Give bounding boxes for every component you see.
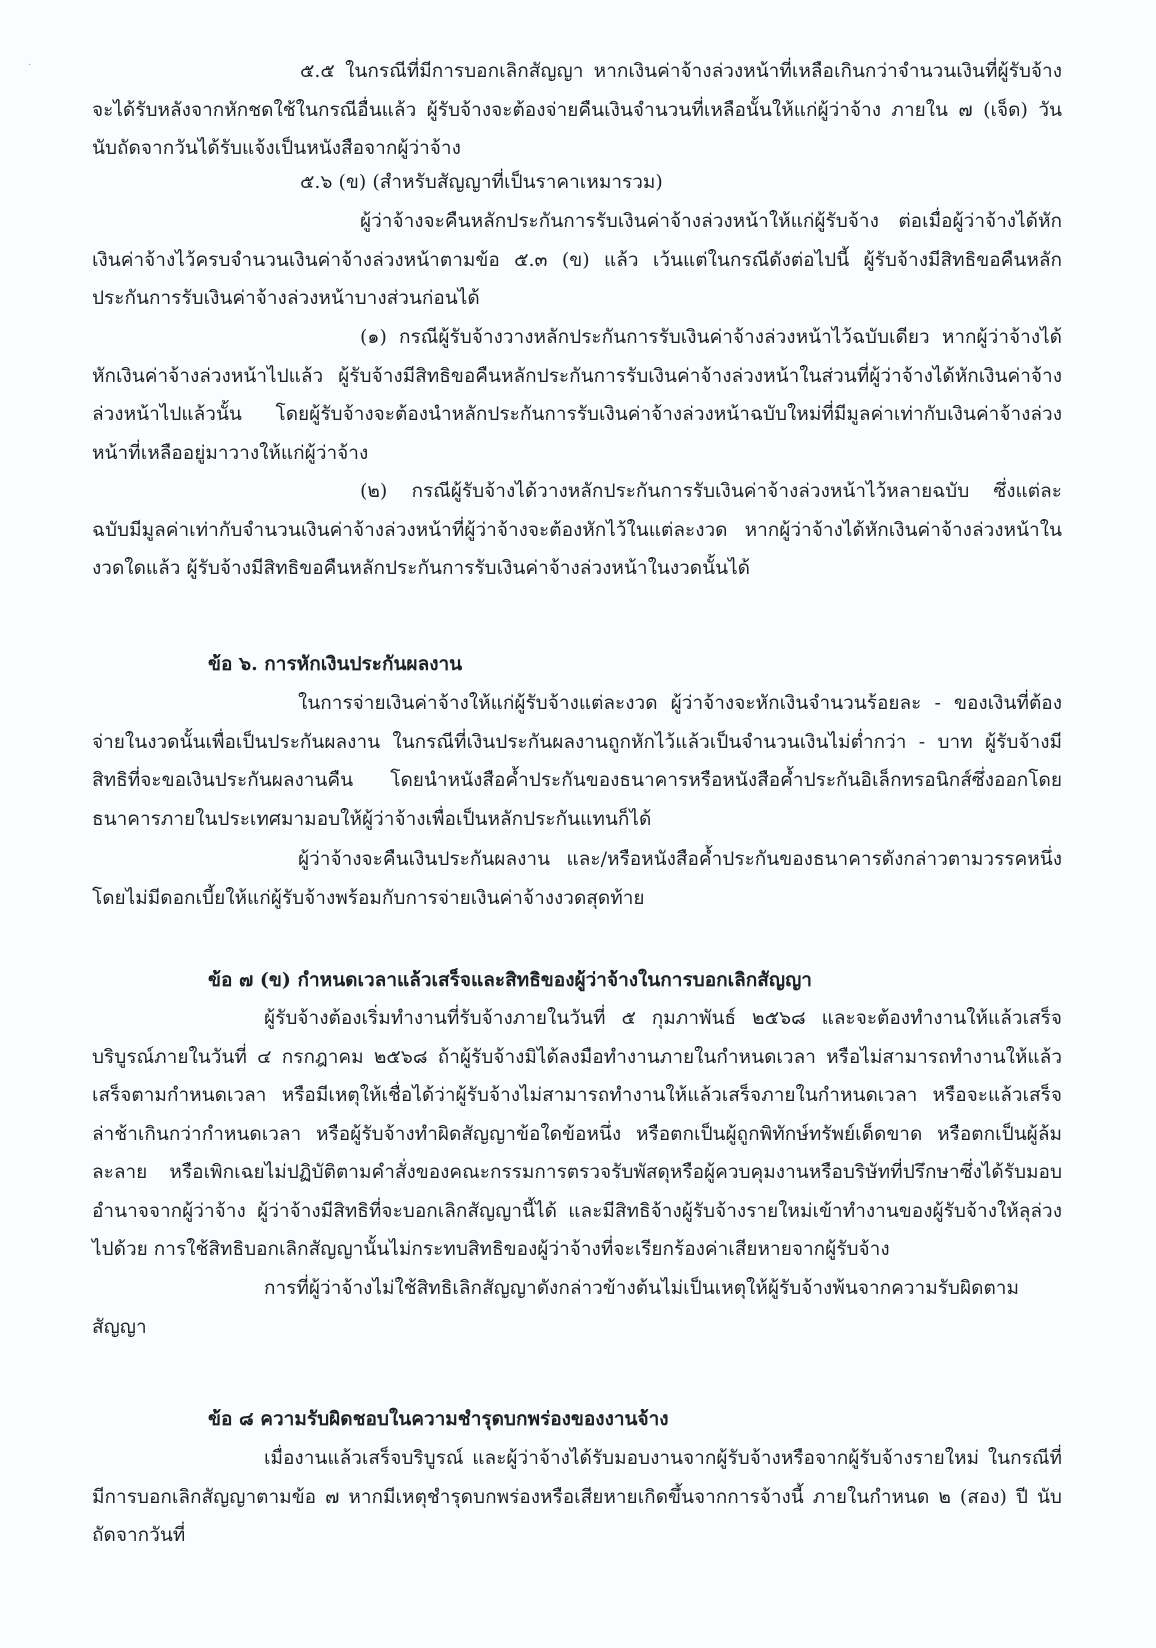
section-7-paragraph-1: ผู้รับจ้างต้องเริ่มทำงานที่รับจ้างภายในวันที่ ๕ กุมภาพันธ์ ๒๕๖๘ และจะต้องทำงานให้แล้วเสร็จบริบูรณ์ภายในวันที่ ๔ กรกฎาคม ๒๕๖๘ ถ้าผู้รับจ้างมิได้ลงมือทำงานภายในกำหนดเวลา หรือไม่สามารถทำงานให้แล้วเสร็จตามกำหนดเวลา หรือมีเหตุให้เชื่อได้ว่าผู้รับจ้างไม่สามารถทำงานให้แล้วเสร็จภายในกำหนดเวลา หรือจะแล้วเสร็จล่าช้าเกินกว่ากำหนดเวลา หรือผู้รับจ้างทำผิดสัญญาข้อใดข้อหนึ่ง หรือตกเป็นผู้ถูกพิทักษ์ทรัพย์เด็ดขาด หรือตกเป็นผู้ล้มละลาย หรือเพิกเฉยไม่ปฏิบัติตามคำสั่งของคณะกรรมการตรวจรับพัสดุหรือผู้ควบคุมงานหรือบริษัทที่ปรึกษาซึ่งได้รับมอบอำนาจจากผู้ว่าจ้าง ผู้ว่าจ้างมีสิทธิที่จะบอกเลิกสัญญานี้ได้ และมีสิทธิจ้างผู้รับจ้างรายใหม่เข้าทำงานของผู้รับจ้างให้ลุล่วงไปด้วย การใช้สิทธิบอกเลิกสัญญานั้นไม่กระทบสิทธิของผู้ว่าจ้างที่จะเรียกร้องค่าเสียหายจากผู้รับจ้าง: [92, 1007, 1062, 1260]
section-6-paragraph-1: ในการจ่ายเงินค่าจ้างให้แก่ผู้รับจ้างแต่ละงวด ผู้ว่าจ้างจะหักเงินจำนวนร้อยละ - ของเงินที่ต้องจ่ายในงวดนั้นเพื่อเป็นประกันผลงาน ในกรณีที่เงินประกันผลงานถูกหักไว้แล้วเป็นจำนวนเงินไม่ต่ำกว่า - บาท ผู้รับจ้างมีสิทธิที่จะขอเงินประกันผลงานคืน โดยนำหนังสือค้ำประกันของธนาคารหรือหนังสือค้ำประกันอิเล็กทรอนิกส์ซึ่งออกโดยธนาคารภายในประเทศมามอบให้ผู้ว่าจ้างเพื่อเป็นหลักประกันแทนก็ได้: [92, 692, 1062, 830]
clause-5-6-item-2: (๒) กรณีผู้รับจ้างได้วางหลักประกันการรับเงินค่าจ้างล่วงหน้าไว้หลายฉบับ ซึ่งแต่ละฉบับมีมูลค่าเท่ากับจำนวนเงินค่าจ้างล่วงหน้าที่ผู้ว่าจ้างจะต้องหักไว้ในแต่ละงวด หากผู้ว่าจ้างได้หักเงินค่าจ้างล่วงหน้าในงวดใดแล้ว ผู้รับจ้างมีสิทธิขอคืนหลักประกันการรับเงินค่าจ้างล่วงหน้าในงวดนั้นได้: [92, 480, 1062, 579]
section-7-paragraph-2: การที่ผู้ว่าจ้างไม่ใช้สิทธิเลิกสัญญาดังกล่าวข้างต้นไม่เป็นเหตุให้ผู้รับจ้างพ้นจากความรับผิดตามสัญญา: [92, 1277, 1019, 1338]
clause-5-5-paragraph: ๕.๕ ในกรณีที่มีการบอกเลิกสัญญา หากเงินค่าจ้างล่วงหน้าที่เหลือเกินกว่าจำนวนเงินที่ผู้รับจ้างจะได้รับหลังจากหักชดใช้ในกรณีอื่นแล้ว ผู้รับจ้างจะต้องจ่ายคืนเงินจำนวนที่เหลือนั้นให้แก่ผู้ว่าจ้าง ภายใน ๗ (เจ็ด) วัน นับถัดจากวันได้รับแจ้งเป็นหนังสือจากผู้ว่าจ้าง: [92, 60, 1062, 159]
clause-5-6-paragraph: ผู้ว่าจ้างจะคืนหลักประกันการรับเงินค่าจ้างล่วงหน้าให้แก่ผู้รับจ้าง ต่อเมื่อผู้ว่าจ้างได้หักเงินค่าจ้างไว้ครบจำนวนเงินค่าจ้างล่วงหน้าตามข้อ ๕.๓ (ข) แล้ว เว้นแต่ในกรณีดังต่อไปนี้ ผู้รับจ้างมีสิทธิขอคืนหลักประกันการรับเงินค่าจ้างล่วงหน้าบางส่วนก่อนได้: [92, 210, 1062, 309]
section-8-paragraph-1: เมื่องานแล้วเสร็จบริบูรณ์ และผู้ว่าจ้างได้รับมอบงานจากผู้รับจ้างหรือจากผู้รับจ้างรายใหม่ ในกรณีที่มีการบอกเลิกสัญญาตามข้อ ๗ หากมีเหตุชำรุดบกพร่องหรือเสียหายเกิดขึ้นจากการจ้างนี้ ภายในกำหนด ๒ (สอง) ปี นับถัดจากวันที่: [92, 1447, 1062, 1546]
section-7-heading: ข้อ ๗ (ข) กำหนดเวลาแล้วเสร็จและสิทธิของผู้ว่าจ้างในการบอกเลิกสัญญา: [208, 969, 812, 991]
section-8-heading: ข้อ ๘ ความรับผิดชอบในความชำรุดบกพร่องของงานจ้าง: [208, 1408, 669, 1430]
section-6-heading: ข้อ ๖. การหักเงินประกันผลงาน: [208, 653, 463, 675]
clause-5-6-title: ๕.๖ (ข) (สำหรับสัญญาที่เป็นราคาเหมารวม): [300, 171, 663, 193]
clause-5-6-item-1: (๑) กรณีผู้รับจ้างวางหลักประกันการรับเงินค่าจ้างล่วงหน้าไว้ฉบับเดียว หากผู้ว่าจ้างได้หักเงินค่าจ้างล่วงหน้าไปแล้ว ผู้รับจ้างมีสิทธิขอคืนหลักประกันการรับเงินค่าจ้างล่วงหน้าในส่วนที่ผู้ว่าจ้างได้หักเงินค่าจ้างล่วงหน้าไปแล้วนั้น โดยผู้รับจ้างจะต้องนำหลักประกันการรับเงินค่าจ้างล่วงหน้าฉบับใหม่ที่มีมูลค่าเท่ากับเงินค่าจ้างล่วงหน้าที่เหลืออยู่มาวางให้แก่ผู้ว่าจ้าง: [92, 326, 1062, 464]
scan-speck: ·: [28, 60, 32, 71]
section-6-paragraph-2: ผู้ว่าจ้างจะคืนเงินประกันผลงาน และ/หรือหนังสือค้ำประกันของธนาคารดังกล่าวตามวรรคหนึ่งโดยไม่มีดอกเบี้ยให้แก่ผู้รับจ้างพร้อมกับการจ่ายเงินค่าจ้างงวดสุดท้าย: [92, 848, 1062, 909]
